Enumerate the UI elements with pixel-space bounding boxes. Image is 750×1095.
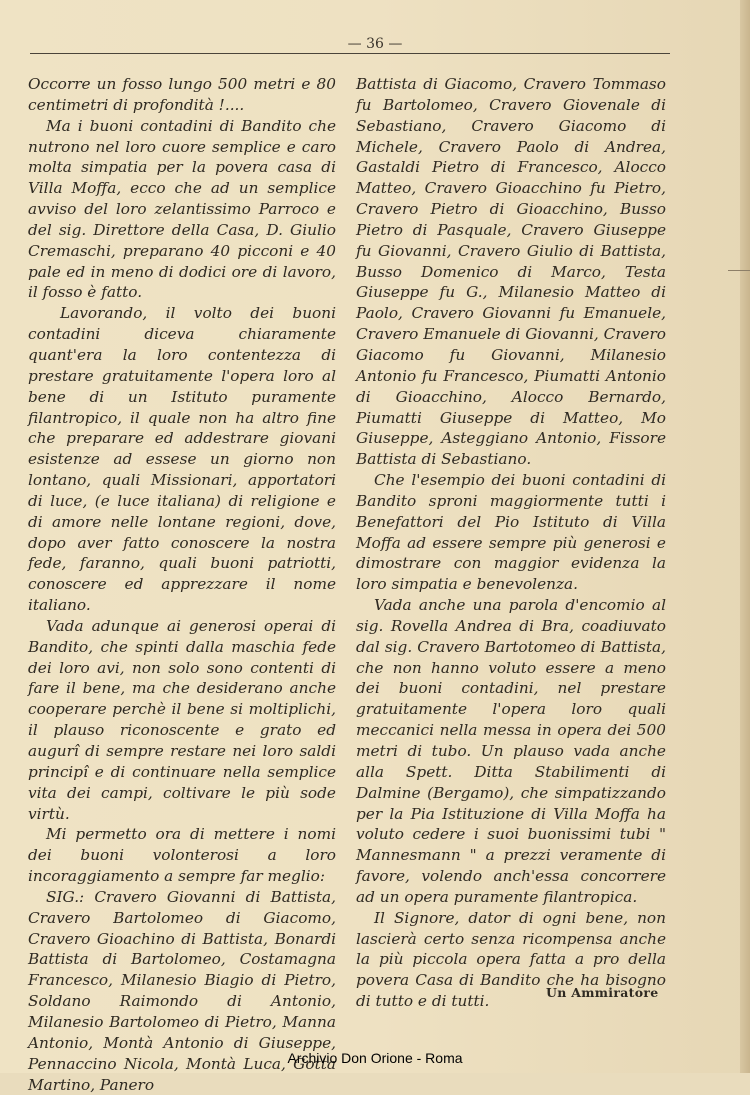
right-paragraph-3: Vada anche una parola d'encomio al sig. Rovella Andrea di Bra, coadiuvato dal sig. Cravero Bartotomeo di Battista, che non hanno voluto essere a meno dei buoni contadini, nel prestare gratuitamente l'opera loro quali meccanici nella messa in opera dei 500 metri di tubo. Un plauso vada anche alla Spett. Ditta Stabilimenti di Dalmine (Bergamo), che simpatizzando per la Pia Istituzione di Villa Moffa ha voluto cedere i suoi buonissimi tubi " Mannesmann " a prezzi veramente di favore, volendo anch'essa concorrere ad un opera puramente filantropica. [356, 596, 666, 906]
left-paragraph-2: Ma i buoni contadini di Bandito che nutrono nel loro cuore semplice e caro molta simpatia per la povera casa di Villa Moffa, ecco che ad un semplice avviso del loro zelantissimo Parroco e del sig. Direttore della Casa, D. Giulio Cremaschi, preparano 40 picconi e 40 pale ed in meno di dodici ore di lavoro, il fosso è fatto. [28, 116, 336, 302]
archive-footer: Archivio Don Orione - Roma [287, 1050, 463, 1066]
page-edge [740, 0, 750, 1073]
signature: Un Ammiratore [546, 985, 659, 1000]
page-number: — 36 — [347, 36, 403, 52]
left-paragraph-5: Mi permetto ora di mettere i nomi dei buoni volonterosi a loro incoraggiamento a sempre far meglio: [28, 825, 336, 886]
right-paragraph-1: Battista di Giacomo, Cravero Tommaso fu Bartolomeo, Cravero Giovenale di Sebastiano, Cravero Giacomo di Michele, Cravero Paolo di Andrea, Gastaldi Pietro di Francesco, Alocco Matteo, Cravero Gioacchino fu Pietro, Cravero Pietro di Gioacchino, Busso Pietro di Pasquale, Cravero Giuseppe fu Giovanni, Cravero Giulio di Battista, Busso Domenico di Marco, Testa Giuseppe fu G., Milanesio Matteo di Paolo, Cravero Giovanni fu Emanuele, Cravero Emanuele di Giovanni, Cravero Giacomo fu Giovanni, Milanesio Antonio fu Francesco, Piumatti Antonio di Gioacchino, Alocco Bernardo, Piumatti Giuseppe di Matteo, Mo Giuseppe, Asteggiano Antonio, Fissore Battista di Sebastiano. [356, 75, 666, 469]
left-paragraph-1: Occorre un fosso lungo 500 metri e 80 centimetri di profondità !.... [28, 75, 336, 114]
right-paragraph-2: Che l'esempio dei buoni contadini di Bandito sproni maggiormente tutti i Benefattori del Pio Istituto di Villa Moffa ad essere sempre più generosi e dimostrare con maggior evidenza la loro simpatia e benevolenza. [356, 471, 666, 594]
left-paragraph-4: Vada adunque ai generosi operai di Bandito, che spinti dalla maschia fede dei loro avi, non solo sono contenti di fare il bene, ma che desiderano anche cooperare perchè il bene si moltiplichi, il plauso riconoscente e grato ed augurî di sempre restare nei loro saldi principî e di continuare nella semplice vita dei campi, coltivare le più sode virtù. [28, 616, 336, 823]
right-paragraph-4: Il Signore, dator di ogni bene, non lascierà certo senza ricompensa anche la più piccola opera fatta a pro della povera Casa di Bandito che ha bisogno di tutto e di tutti. [356, 908, 666, 1011]
scan-mark [728, 270, 750, 271]
left-paragraph-6: SIG.: Cravero Giovanni di Battista, Cravero Bartolomeo di Giacomo, Cravero Gioachino di Battista, Bonardi Battista di Bartolomeo, Costamagna Francesco, Milanesio Biagio di Pietro, Soldano Raimondo di Antonio, Milanesio Bartolomeo di Pietro, Manna Antonio, Montà Antonio di Giuseppe, Pennaccino Nicola, Montà Luca, Gotta Martino, Panero [28, 887, 336, 1094]
left-column [28, 74, 336, 1095]
right-column [356, 74, 666, 1012]
header-rule [30, 53, 670, 54]
left-paragraph-3: Lavorando, il volto dei buoni contadini diceva chiaramente quant'era la loro contentezza di prestare gratuitamente l'opera loro al bene di un Istituto puramente filantropico, il quale non ha altro fine che preparare ed addestrare giovani esistenze ad essese un giorno non lontano, quali Missionari, apportatori di luce, (e luce italiana) di religione e di amore nelle lontane regioni, dove, dopo aver fatto conoscere la nostra fede, faranno, quali buoni patriotti, conoscere ed apprezzare il nome italiano. [28, 304, 336, 615]
